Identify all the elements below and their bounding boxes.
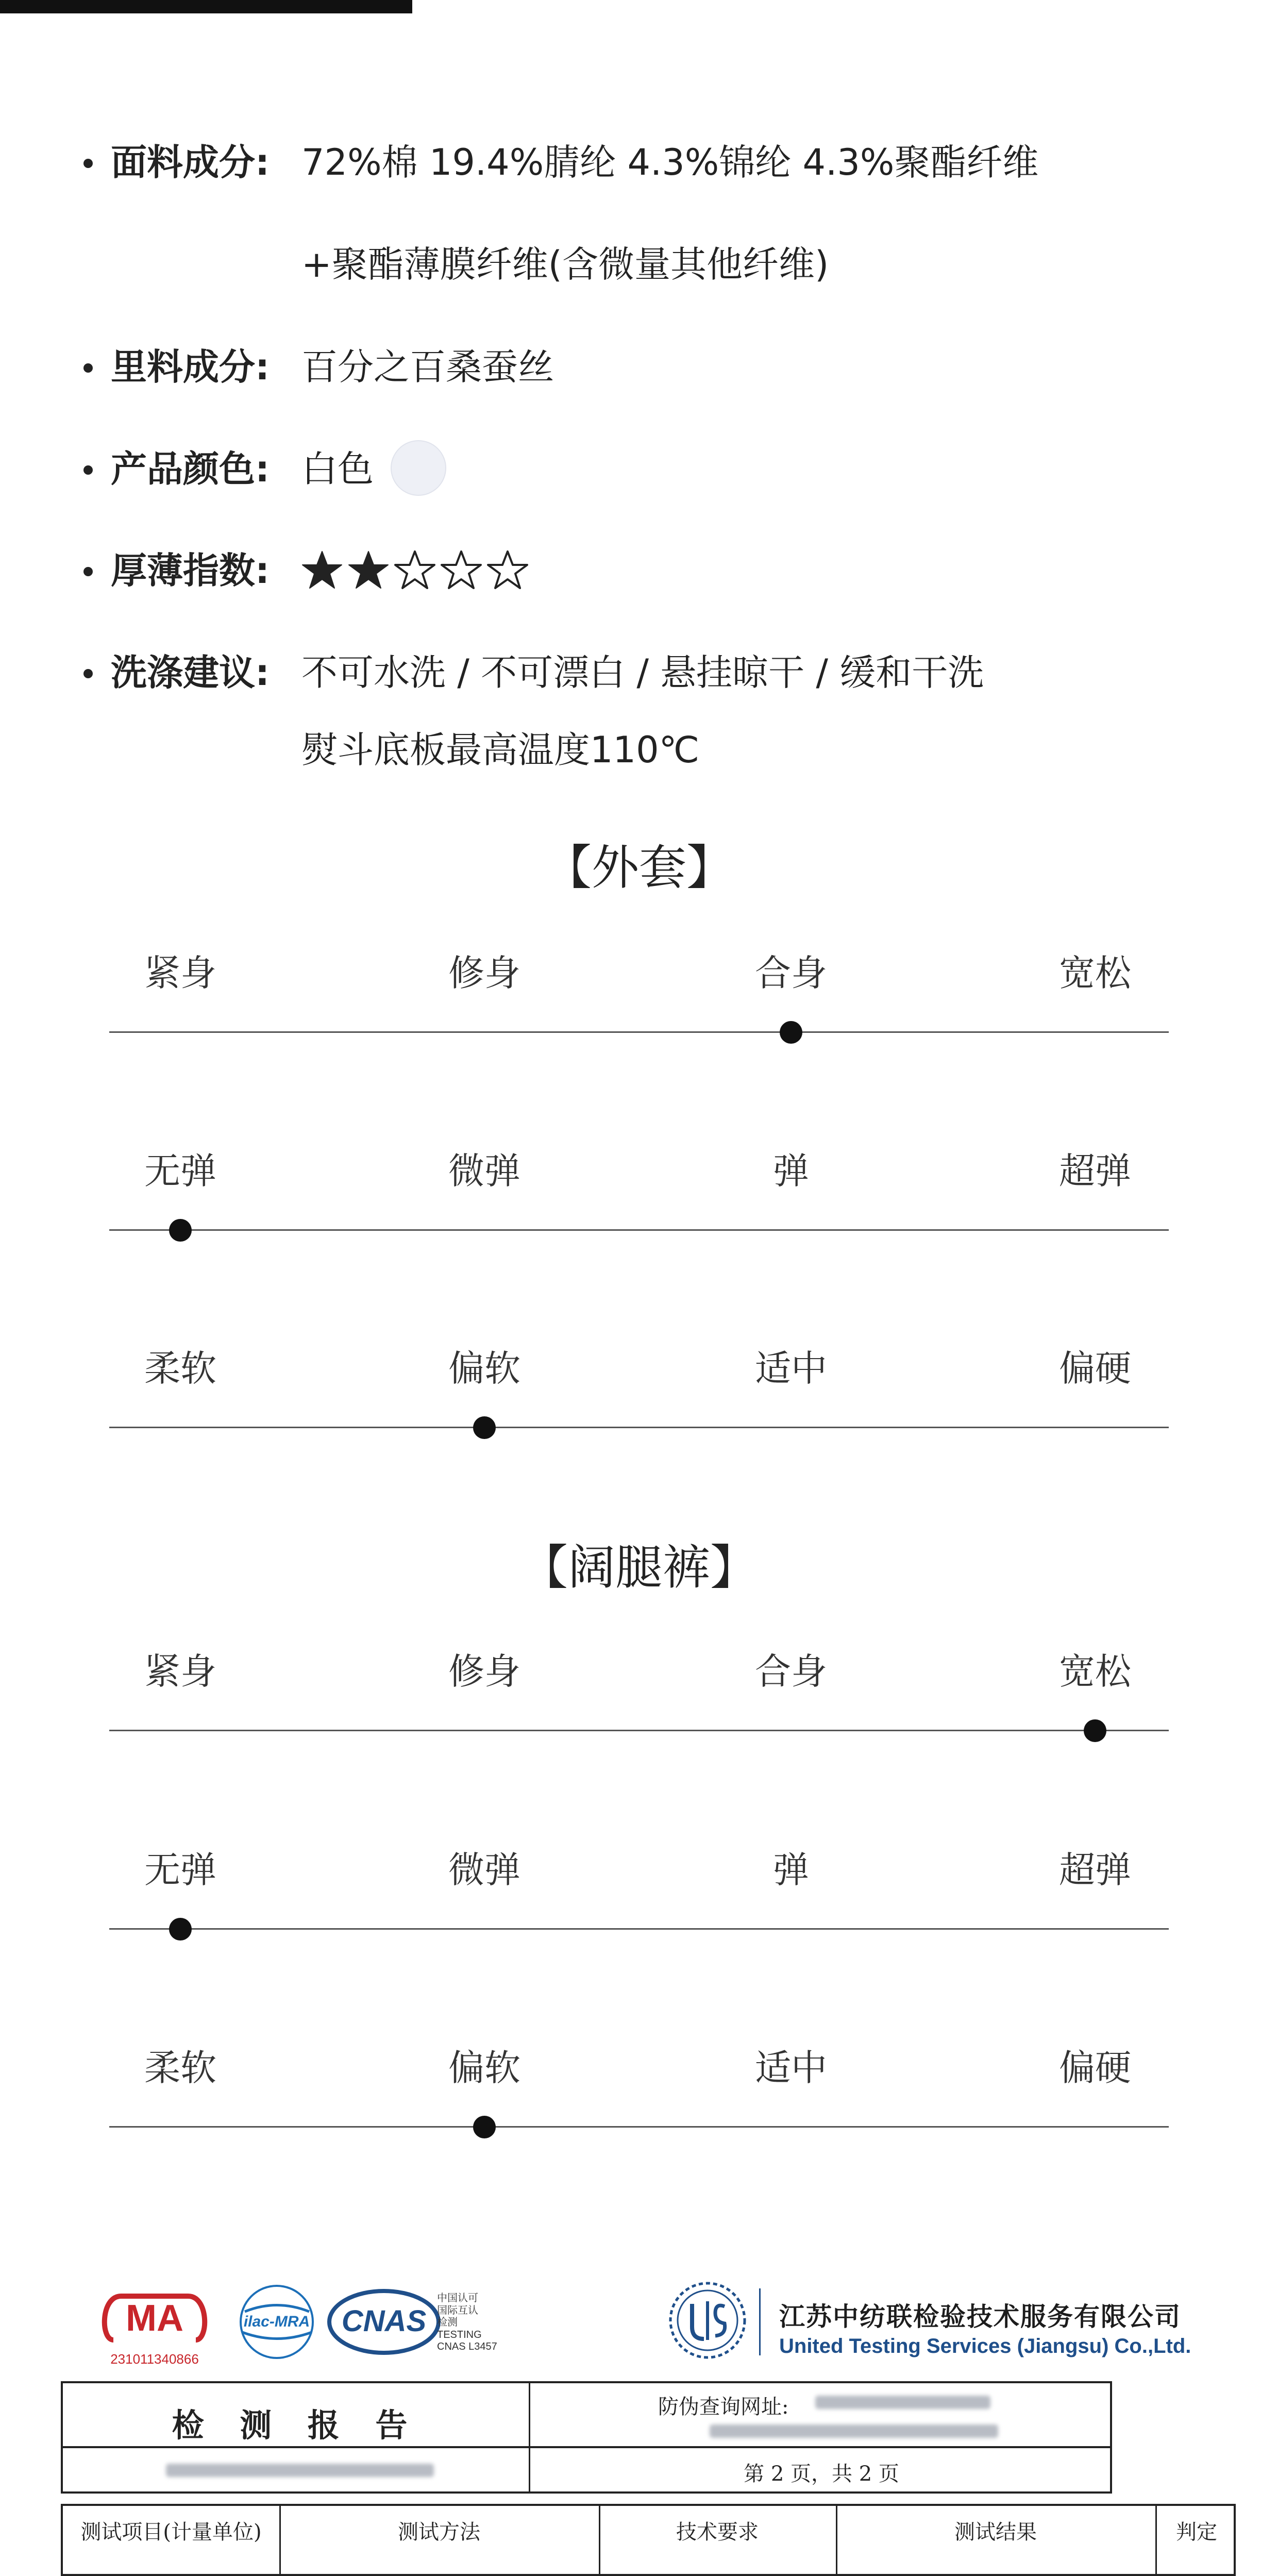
column-header: 测试项目(计量单位) xyxy=(80,2520,262,2544)
scale-label: 微弹 xyxy=(448,1150,520,1192)
column-header: 测试结果 xyxy=(954,2520,1037,2544)
table-divider xyxy=(529,2383,530,2446)
star-filled-icon xyxy=(301,549,343,591)
svg-text:CNAS: CNAS xyxy=(341,2304,427,2338)
svg-text:ilac-MRA: ilac-MRA xyxy=(243,2313,310,2330)
report-title: 检 测 报 告 xyxy=(172,2406,420,2444)
scale-label: 宽松 xyxy=(1059,1650,1131,1693)
lining-label: 里料成分: xyxy=(111,346,270,388)
cnas-logo xyxy=(327,2283,441,2361)
scale-label: 偏硬 xyxy=(1059,2047,1131,2089)
scale-marker xyxy=(169,1219,192,1242)
scale-label: 弹 xyxy=(773,1849,809,1891)
cma-number: 231011340866 xyxy=(110,2351,199,2367)
scale-marker xyxy=(169,1918,192,1941)
star-empty-icon xyxy=(394,549,435,591)
jacket-fit-scale xyxy=(0,952,1278,1110)
scale-label: 超弹 xyxy=(1059,1849,1131,1891)
bullet xyxy=(83,159,93,168)
svg-text:MA: MA xyxy=(126,2298,183,2339)
column-header: 技术要求 xyxy=(676,2520,759,2544)
scale-track xyxy=(109,1928,1169,1930)
scale-track xyxy=(109,2126,1169,2128)
scale-label: 柔软 xyxy=(144,2047,216,2089)
scale-label: 柔软 xyxy=(144,1347,216,1390)
scale-track xyxy=(109,1730,1169,1731)
star-empty-icon xyxy=(487,549,528,591)
scale-marker xyxy=(780,1021,802,1044)
bullet xyxy=(83,669,93,678)
scale-label: 修身 xyxy=(448,952,520,994)
scale-label: 紧身 xyxy=(144,1650,216,1693)
scale-label: 偏软 xyxy=(448,1347,520,1390)
care-value: 不可水洗 / 不可漂白 / 悬挂晾干 / 缓和干洗 xyxy=(301,651,984,694)
cnas-accreditation-text: 中国认可 国际互认 检测 TESTING CNAS L3457 xyxy=(437,2293,497,2353)
scale-label: 偏软 xyxy=(448,2047,520,2089)
pants-fit-scale xyxy=(0,1650,1278,1808)
jacket-elasticity-scale xyxy=(0,1150,1278,1308)
scale-label: 无弹 xyxy=(144,1849,216,1891)
page-info: 第 2 页，共 2 页 xyxy=(744,2462,899,2486)
color-swatch xyxy=(391,440,446,496)
company-name-cn: 江苏中纺联检验技术服务有限公司 xyxy=(779,2302,1181,2332)
jacket-section-title: 【外套】 xyxy=(544,840,734,895)
table-divider xyxy=(529,2446,530,2491)
jacket-softness-scale xyxy=(0,1347,1278,1505)
bullet xyxy=(83,465,93,475)
column-header: 测试方法 xyxy=(398,2520,480,2544)
report-header-table xyxy=(61,2381,1112,2448)
scale-marker xyxy=(473,2116,496,2138)
fabric-value: 72%棉 19.4%腈纶 4.3%锦纶 4.3%聚酯纤维 xyxy=(301,141,1039,183)
fabric-value-continued: +聚酯薄膜纤维(含微量其他纤维) xyxy=(301,243,829,286)
scale-label: 超弹 xyxy=(1059,1150,1131,1192)
scale-label: 适中 xyxy=(755,1347,827,1390)
report-number-row xyxy=(61,2446,1112,2494)
care-value-continued: 熨斗底板最高温度110℃ xyxy=(301,729,700,771)
column-header: 判定 xyxy=(1176,2520,1217,2544)
fabric-label: 面料成分: xyxy=(111,141,270,183)
care-label: 洗涤建议: xyxy=(111,651,270,694)
cma-logo xyxy=(98,2288,211,2348)
scale-track xyxy=(109,1427,1169,1428)
scale-marker xyxy=(473,1416,496,1439)
scale-label: 适中 xyxy=(755,2047,827,2089)
anticounterfeit-label: 防伪查询网址: xyxy=(658,2395,789,2419)
scale-label: 合身 xyxy=(755,1650,827,1693)
blurred-code xyxy=(710,2424,998,2438)
blurred-url xyxy=(815,2396,990,2409)
bullet xyxy=(83,567,93,576)
pants-elasticity-scale xyxy=(0,1849,1278,2006)
scale-track xyxy=(109,1229,1169,1231)
scale-label: 宽松 xyxy=(1059,952,1131,994)
top-dark-bar xyxy=(0,0,412,13)
blurred-report-number xyxy=(166,2464,434,2477)
scale-marker xyxy=(1084,1719,1106,1742)
scale-label: 紧身 xyxy=(144,952,216,994)
ilac-mra-logo xyxy=(232,2283,322,2361)
scale-label: 弹 xyxy=(773,1150,809,1192)
scale-label: 偏硬 xyxy=(1059,1347,1131,1390)
results-table-header xyxy=(61,2504,1236,2576)
bullet xyxy=(83,363,93,373)
scale-track xyxy=(109,1031,1169,1033)
scale-label: 合身 xyxy=(755,952,827,994)
pants-section-title: 【阔腿裤】 xyxy=(520,1540,758,1595)
uts-divider xyxy=(759,2288,761,2355)
pants-softness-scale xyxy=(0,2047,1278,2204)
color-label: 产品颜色: xyxy=(111,448,270,490)
lining-value: 百分之百桑蚕丝 xyxy=(301,346,554,388)
star-filled-icon xyxy=(348,549,389,591)
thickness-label: 厚薄指数: xyxy=(111,549,270,592)
uts-logo xyxy=(664,2278,751,2363)
company-name-en: United Testing Services (Jiangsu) Co.,Ltd. xyxy=(779,2335,1191,2357)
scale-label: 无弹 xyxy=(144,1150,216,1192)
star-empty-icon xyxy=(441,549,482,591)
color-value: 白色 xyxy=(301,448,374,490)
scale-label: 微弹 xyxy=(448,1849,520,1891)
scale-label: 修身 xyxy=(448,1650,520,1693)
